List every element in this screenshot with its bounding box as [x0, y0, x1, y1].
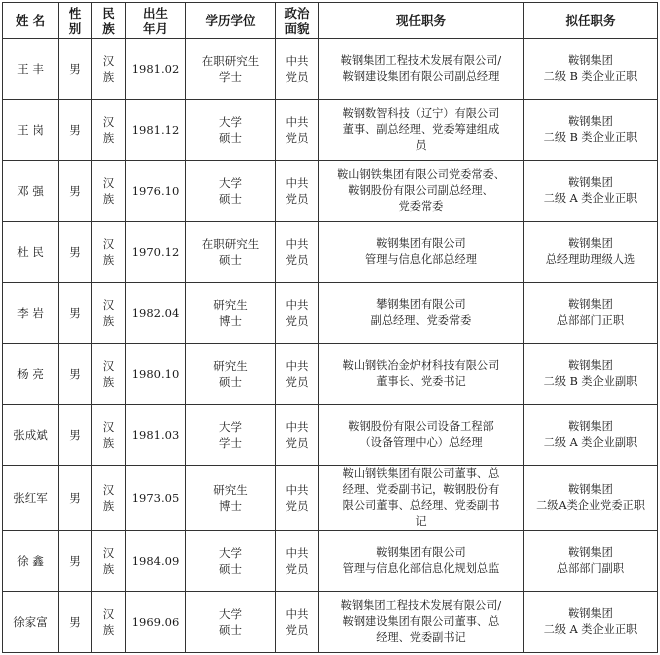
- cell-education: [186, 466, 276, 531]
- ethnicity-line: 汉: [102, 546, 115, 560]
- cell-gender: 男: [59, 39, 92, 100]
- current-position-line: 鞍山钢铁冶金炉材科技有限公司: [342, 359, 500, 372]
- cell-education: [186, 283, 276, 344]
- cell-name: 杜 民: [3, 222, 59, 283]
- cell-education: [186, 39, 276, 100]
- political-line: 中共: [285, 298, 309, 312]
- education-line: 硕士: [219, 253, 242, 267]
- cell-birth: 1981.02: [126, 39, 186, 100]
- education-line: 研究生: [213, 298, 248, 312]
- proposed-position-line: 二级 B 类企业正职: [543, 70, 638, 83]
- ethnicity-line: 族: [102, 70, 115, 84]
- cell-proposed-position: [524, 161, 658, 222]
- education-line: 在职研究生: [201, 237, 260, 251]
- current-position-line: 记: [415, 515, 427, 528]
- ethnicity-line: 族: [102, 623, 115, 637]
- table-row: [3, 405, 658, 466]
- cell-education: [186, 100, 276, 161]
- cell-current-position: [319, 283, 524, 344]
- proposed-position-line: 鞍钢集团: [568, 237, 613, 250]
- political-line: 中共: [285, 176, 309, 190]
- current-position-line: 鞍钢建设集团有限公司副总经理: [342, 70, 500, 83]
- cell-gender: 男: [59, 100, 92, 161]
- cell-political: [276, 161, 319, 222]
- cell-birth: 1969.06: [126, 592, 186, 653]
- current-position-line: 鞍钢股份有限公司设备工程部: [348, 420, 494, 433]
- proposed-position-line: 鞍钢集团: [568, 420, 613, 433]
- current-position-line: 鞍钢集团有限公司: [376, 546, 466, 559]
- proposed-position-line: 鞍钢集团: [568, 483, 613, 496]
- proposed-position-line: 鞍钢集团: [568, 607, 613, 620]
- cell-proposed-position: [524, 39, 658, 100]
- proposed-position-line: 鞍钢集团: [568, 298, 613, 311]
- education-line: 博士: [219, 499, 242, 513]
- cell-current-position: [319, 222, 524, 283]
- political-line: 中共: [285, 483, 309, 497]
- table-row: [3, 592, 658, 653]
- current-position-line: 鞍山钢铁集团有限公司董事、总: [342, 467, 500, 480]
- political-line: 党员: [285, 192, 309, 206]
- ethnicity-line: 族: [102, 192, 115, 206]
- cell-gender: 男: [59, 283, 92, 344]
- ethnicity-line: 汉: [102, 237, 115, 251]
- political-line: 中共: [285, 607, 309, 621]
- current-position-line: 鞍钢集团有限公司: [376, 237, 466, 250]
- cell-current-position: [319, 161, 524, 222]
- cell-birth: 1976.10: [126, 161, 186, 222]
- cell-proposed-position: [524, 100, 658, 161]
- political-line: 中共: [285, 115, 309, 129]
- cell-birth: 1981.12: [126, 100, 186, 161]
- cell-ethnicity: [92, 161, 126, 222]
- education-line: 大学: [219, 420, 242, 434]
- political-line: 中共: [285, 546, 309, 560]
- current-position-line: 管理与信息化部总经理: [365, 253, 477, 266]
- cell-name: 徐家富: [3, 592, 59, 653]
- political-line: 党员: [285, 499, 309, 513]
- current-position-line: 管理与信息化部信息化规划总监: [342, 562, 500, 575]
- table-row: [3, 222, 658, 283]
- cell-gender: 男: [59, 531, 92, 592]
- proposed-position-line: 总部部门正职: [556, 314, 625, 327]
- education-line: 大学: [219, 176, 242, 190]
- header-birth-line-2: 年月: [142, 20, 168, 36]
- table-row: [3, 100, 658, 161]
- proposed-position-line: 二级 A 类企业正职: [543, 623, 638, 636]
- cell-name: 杨 亮: [3, 344, 59, 405]
- cell-birth: 1981.03: [126, 405, 186, 466]
- table-row: [3, 344, 658, 405]
- cell-ethnicity: [92, 39, 126, 100]
- header-ethnicity: [92, 3, 126, 39]
- ethnicity-line: 汉: [102, 176, 115, 190]
- political-line: 中共: [285, 420, 309, 434]
- cell-education: [186, 344, 276, 405]
- proposed-position-line: 二级 A 类企业正职: [543, 192, 638, 205]
- cell-ethnicity: [92, 222, 126, 283]
- education-line: 硕士: [219, 192, 242, 206]
- ethnicity-line: 族: [102, 436, 115, 450]
- political-line: 党员: [285, 131, 309, 145]
- cell-ethnicity: [92, 344, 126, 405]
- cell-gender: 男: [59, 405, 92, 466]
- ethnicity-line: 汉: [102, 483, 115, 497]
- political-line: 党员: [285, 70, 309, 84]
- proposed-position-line: 总经理助理级人选: [545, 253, 636, 266]
- ethnicity-line: 族: [102, 562, 115, 576]
- proposed-position-line: 鞍钢集团: [568, 54, 613, 67]
- cell-birth: 1982.04: [126, 283, 186, 344]
- proposed-position-line: 二级 A 类企业副职: [543, 436, 638, 449]
- political-line: 中共: [285, 237, 309, 251]
- current-position-line: 经理、党委副书记，鞍钢股份有: [342, 483, 500, 496]
- proposed-position-line: 鞍钢集团: [568, 115, 613, 128]
- ethnicity-line: 汉: [102, 115, 115, 129]
- political-line: 党员: [285, 253, 309, 267]
- table-row: [3, 466, 658, 531]
- table-row: [3, 39, 658, 100]
- current-position-line: 鞍钢集团工程技术发展有限公司/: [340, 54, 502, 67]
- cell-education: [186, 405, 276, 466]
- education-line: 学士: [219, 70, 242, 84]
- current-position-line: 董事、副总经理、党委筹建组成: [342, 123, 500, 136]
- education-line: 硕士: [219, 375, 242, 389]
- ethnicity-line: 汉: [102, 607, 115, 621]
- proposed-position-line: 鞍钢集团: [568, 546, 613, 559]
- education-line: 学士: [219, 436, 242, 450]
- header-birth-line-1: 出生: [142, 5, 168, 21]
- header-ethnicity-line-1: 民: [102, 5, 115, 21]
- cell-name: 李 岩: [3, 283, 59, 344]
- cell-education: [186, 222, 276, 283]
- education-line: 博士: [219, 314, 242, 328]
- cell-current-position: [319, 344, 524, 405]
- current-position-line: 党委常委: [398, 200, 444, 213]
- cell-gender: 男: [59, 161, 92, 222]
- cell-ethnicity: [92, 405, 126, 466]
- cell-political: [276, 283, 319, 344]
- current-position-line: （设备管理中心）总经理: [359, 436, 483, 449]
- cell-proposed-position: [524, 222, 658, 283]
- cell-education: [186, 592, 276, 653]
- ethnicity-line: 汉: [102, 359, 115, 373]
- current-position-line: 鞍钢建设集团有限公司董事、总: [342, 615, 500, 628]
- cell-political: [276, 405, 319, 466]
- current-position-line: 限公司董事、总经理、党委副书: [342, 499, 500, 512]
- table-row: [3, 161, 658, 222]
- cell-name: 王 岗: [3, 100, 59, 161]
- cell-gender: 男: [59, 344, 92, 405]
- current-position-line: 鞍钢集团工程技术发展有限公司/: [340, 599, 502, 612]
- proposed-position-line: 总部部门副职: [556, 562, 625, 575]
- header-gender-line-1: 性: [68, 5, 82, 21]
- header-gender: [59, 3, 92, 39]
- cell-political: [276, 531, 319, 592]
- cell-political: [276, 39, 319, 100]
- political-line: 中共: [285, 54, 309, 68]
- cell-name: 王 丰: [3, 39, 59, 100]
- table-row: [3, 283, 658, 344]
- header-political-line-2: 面貌: [284, 20, 310, 36]
- cell-education: [186, 531, 276, 592]
- current-position-line: 经理、党委副书记: [376, 631, 466, 644]
- proposed-position-line: 鞍钢集团: [568, 176, 613, 189]
- cell-political: [276, 344, 319, 405]
- cell-ethnicity: [92, 531, 126, 592]
- education-line: 硕士: [219, 131, 242, 145]
- current-position-line: 鞍钢股份有限公司副总经理、: [348, 184, 494, 197]
- education-line: 硕士: [219, 623, 242, 637]
- table-row: [3, 531, 658, 592]
- proposed-position-line: 二级A类企业党委正职: [536, 499, 645, 512]
- ethnicity-line: 族: [102, 375, 115, 389]
- ethnicity-line: 汉: [102, 54, 115, 68]
- header-political: [276, 3, 319, 39]
- cell-current-position: [319, 592, 524, 653]
- cell-proposed-position: [524, 283, 658, 344]
- political-line: 中共: [285, 359, 309, 373]
- cell-education: [186, 161, 276, 222]
- ethnicity-line: 族: [102, 253, 115, 267]
- political-line: 党员: [285, 562, 309, 576]
- education-line: 硕士: [219, 562, 242, 576]
- roster-body: [3, 39, 658, 653]
- current-position-line: 攀钢集团有限公司: [376, 298, 466, 311]
- current-position-line: 员: [415, 139, 427, 152]
- ethnicity-line: 族: [102, 499, 115, 513]
- header-proposed-position: 拟任职务: [524, 3, 658, 39]
- cell-current-position: [319, 466, 524, 531]
- cell-gender: 男: [59, 466, 92, 531]
- education-line: 研究生: [213, 483, 248, 497]
- cell-political: [276, 222, 319, 283]
- cell-ethnicity: [92, 100, 126, 161]
- ethnicity-line: 汉: [102, 420, 115, 434]
- header-gender-line-2: 别: [68, 20, 82, 36]
- header-current-position: 现任职务: [319, 3, 524, 39]
- political-line: 党员: [285, 375, 309, 389]
- ethnicity-line: 族: [102, 131, 115, 145]
- cell-proposed-position: [524, 592, 658, 653]
- cell-name: 张红军: [3, 466, 59, 531]
- cell-ethnicity: [92, 466, 126, 531]
- header-birth: [126, 3, 186, 39]
- cell-political: [276, 466, 319, 531]
- education-line: 大学: [219, 607, 242, 621]
- header-political-line-1: 政治: [284, 5, 310, 21]
- cell-ethnicity: [92, 283, 126, 344]
- cell-name: 邓 强: [3, 161, 59, 222]
- cell-political: [276, 100, 319, 161]
- proposed-position-line: 二级 B 类企业正职: [543, 131, 638, 144]
- proposed-position-line: 二级 B 类企业副职: [543, 375, 638, 388]
- cell-birth: 1970.12: [126, 222, 186, 283]
- cell-birth: 1980.10: [126, 344, 186, 405]
- cell-name: 张成斌: [3, 405, 59, 466]
- cell-gender: 男: [59, 222, 92, 283]
- cell-gender: 男: [59, 592, 92, 653]
- ethnicity-line: 汉: [102, 298, 115, 312]
- header-ethnicity-line-2: 族: [102, 20, 115, 36]
- cell-name: 徐 鑫: [3, 531, 59, 592]
- ethnicity-line: 族: [102, 314, 115, 328]
- cell-proposed-position: [524, 344, 658, 405]
- education-line: 大学: [219, 115, 242, 129]
- cell-birth: 1973.05: [126, 466, 186, 531]
- education-line: 在职研究生: [201, 54, 260, 68]
- proposed-position-line: 鞍钢集团: [568, 359, 613, 372]
- header-row: [3, 3, 658, 39]
- header-name: 姓 名: [3, 3, 59, 39]
- cell-proposed-position: [524, 405, 658, 466]
- cell-birth: 1984.09: [126, 531, 186, 592]
- current-position-line: 董事长、党委书记: [376, 375, 466, 388]
- education-line: 大学: [219, 546, 242, 560]
- education-line: 研究生: [213, 359, 248, 373]
- current-position-line: 鞍山钢铁集团有限公司党委常委、: [337, 168, 505, 181]
- cell-current-position: [319, 39, 524, 100]
- cell-proposed-position: [524, 466, 658, 531]
- political-line: 党员: [285, 623, 309, 637]
- political-line: 党员: [285, 436, 309, 450]
- header-education: 学历学位: [186, 3, 276, 39]
- cell-current-position: [319, 531, 524, 592]
- cell-current-position: [319, 405, 524, 466]
- current-position-line: 副总经理、党委常委: [370, 314, 472, 327]
- cell-current-position: [319, 100, 524, 161]
- political-line: 党员: [285, 314, 309, 328]
- cell-political: [276, 592, 319, 653]
- cell-proposed-position: [524, 531, 658, 592]
- current-position-line: 鞍钢数智科技（辽宁）有限公司: [342, 107, 500, 120]
- cell-ethnicity: [92, 592, 126, 653]
- cadre-roster-table: [2, 2, 658, 653]
